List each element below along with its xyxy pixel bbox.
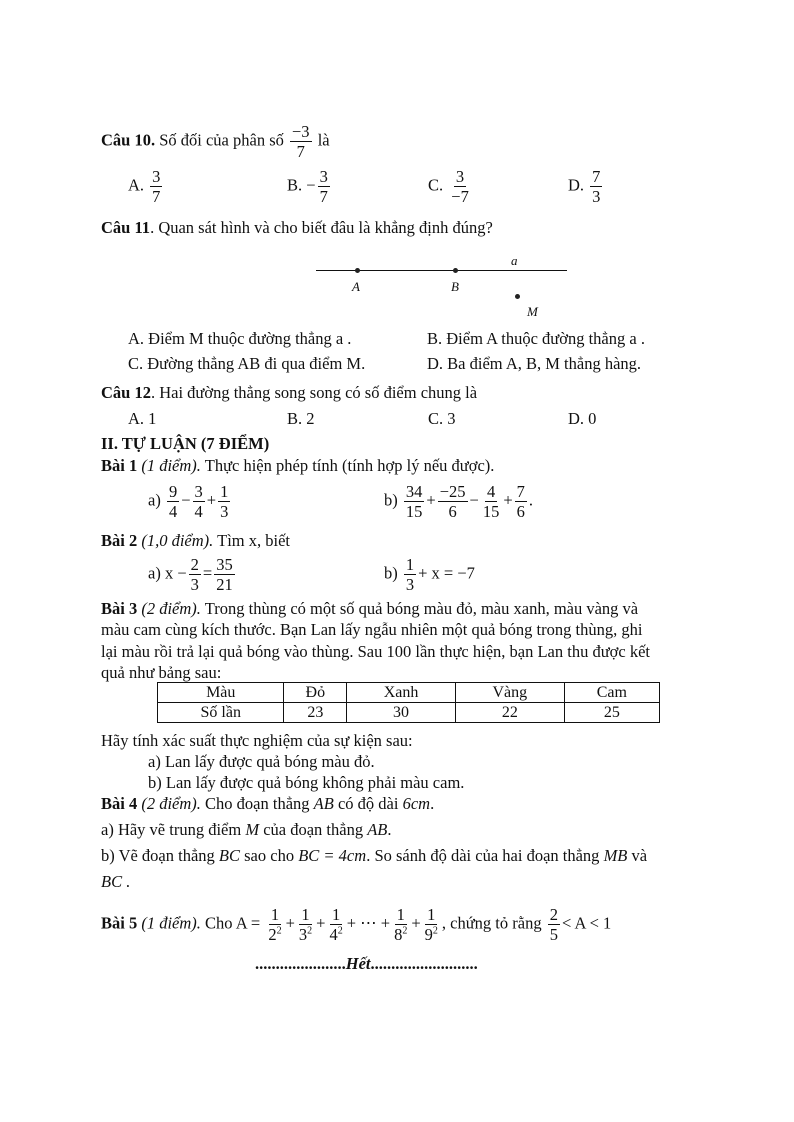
table-cell: Cam <box>564 683 659 703</box>
q10-label: Câu 10. <box>101 130 156 150</box>
bai-3-line-2: màu cam cùng kích thước. Bạn Lan lấy ngẫu nhiên một quả bóng trong thùng, ghi <box>101 620 643 639</box>
bai-2b-equation: b) $\frac{1}{3}$ + x = −7 <box>384 555 475 594</box>
q12-label: Câu 12 <box>101 383 151 402</box>
bai-2a-equation: a) x − $\frac{2}{3}$ = $\frac{35}{21}$ <box>148 555 233 594</box>
line-a-label: a <box>511 253 518 268</box>
table-cell: Xanh <box>347 683 456 703</box>
point-m-label: M <box>527 304 538 319</box>
point-b-dot <box>453 268 458 273</box>
table-row <box>158 703 660 723</box>
q11-option-c: C. Đường thẳng AB đi qua điểm M. <box>128 354 366 373</box>
table-cell: 22 <box>455 703 564 723</box>
point-m-dot <box>515 294 520 299</box>
q10-text: Số đối của phân số <box>159 130 284 150</box>
q12-option-b: B. 2 <box>287 409 315 428</box>
q10-fraction: $\frac{-3}{7}$ <box>292 122 310 161</box>
q10-option-d: D. $\frac{7}{3}$ <box>568 167 601 206</box>
table-cell: 30 <box>347 703 456 723</box>
q11-option-a: A. Điểm M thuộc đường thẳng a . <box>128 329 352 348</box>
q10-option-b: B. − $\frac{3}{7}$ <box>287 167 328 206</box>
point-a-dot <box>355 268 360 273</box>
question-11 <box>101 218 493 238</box>
bai-3-line-3: lại màu rồi trả lại quả bóng vào thùng. Sau 100 lần thực hiện, bạn Lan thu được kết <box>101 642 650 661</box>
table-cell: Số lần <box>158 703 284 723</box>
bai-2: Bài 2 (1,0 điểm). Tìm x, biết <box>101 531 290 550</box>
table-cell: Màu <box>158 683 284 703</box>
table-header-row <box>158 683 660 703</box>
bai-1b-expression: b) $\frac{34}{15}$ + $\frac{-25}{6}$ − $\frac{4}{15}$ + $\frac{7}{6}$ . <box>384 482 533 521</box>
table-cell: Vàng <box>455 683 564 703</box>
point-b-label: B <box>451 279 459 294</box>
bai-3-item-a: a) Lan lấy được quả bóng màu đỏ. <box>148 752 375 771</box>
q11-option-d: D. Ba điểm A, B, M thẳng hàng. <box>427 354 642 373</box>
bai-3-line-1: Bài 3 (2 điểm). Trong thùng có một số quả bóng màu đỏ, màu xanh, màu vàng và <box>101 599 639 618</box>
q12-option-c: C. 3 <box>428 409 456 428</box>
bai-3-after: Hãy tính xác suất thực nghiệm của sự kiện sau: <box>101 731 413 750</box>
q12-text: . Hai đường thẳng song song có số điểm chung là <box>150 383 478 402</box>
bai-3-line-4: quả như bảng sau: <box>101 663 222 682</box>
line-a <box>316 270 567 271</box>
table-cell: 25 <box>564 703 659 723</box>
q10-option-c: C. $\frac{3}{-7}$ <box>428 167 469 206</box>
bai-5: Bài 5 (1 điểm). Cho A = $\frac{1}{2^2}$ + $\frac{1}{3^2}$ + $\frac{1}{4^2}$ + ⋯ + $\frac{1}{8^2}$ + $\frac{1}{9^2}$ , chứng tỏ rằng $\frac{2}{5}$ < A < 1 <box>101 905 612 944</box>
end-marker: ......................Hết.......................... <box>255 954 478 973</box>
q12-option-d: D. 0 <box>568 409 597 428</box>
q11-text: . Quan sát hình và cho biết đâu là khẳng định đúng? <box>150 218 493 237</box>
question-10 <box>101 122 330 161</box>
question-12 <box>101 383 477 403</box>
point-a-label: A <box>352 279 360 294</box>
section-2-heading: II. TỰ LUẬN (7 ĐIỂM) <box>101 434 270 453</box>
bai-1a-expression: a) $\frac{9}{4}$ − $\frac{3}{4}$ + $\frac{1}{3}$ <box>148 482 229 521</box>
q12-option-a: A. 1 <box>128 409 157 428</box>
q10-option-a: A. $\frac{3}{7}$ <box>128 167 161 206</box>
q11-option-b: B. Điểm A thuộc đường thẳng a . <box>427 329 645 348</box>
bai-4b-continued: BC . <box>101 872 131 891</box>
bai-4b: b) Vẽ đoạn thẳng BC sao cho BC = 4cm. So sánh độ dài của hai đoạn thẳng MB và <box>101 846 648 865</box>
bai-4: Bài 4 (2 điểm). Cho đoạn thẳng AB có độ dài 6cm. <box>101 794 435 813</box>
bai-3-item-b: b) Lan lấy được quả bóng không phải màu cam. <box>148 773 465 792</box>
bai-4a: a) Hãy vẽ trung điểm M của đoạn thẳng AB. <box>101 820 392 839</box>
q10-tail: là <box>317 130 330 150</box>
bai-1: Bài 1 (1 điểm). Thực hiện phép tính (tính hợp lý nếu được). <box>101 456 495 475</box>
q11-label: Câu 11 <box>101 218 151 237</box>
table-cell: Đỏ <box>284 683 347 703</box>
result-table <box>157 682 660 723</box>
table-cell: 23 <box>284 703 347 723</box>
